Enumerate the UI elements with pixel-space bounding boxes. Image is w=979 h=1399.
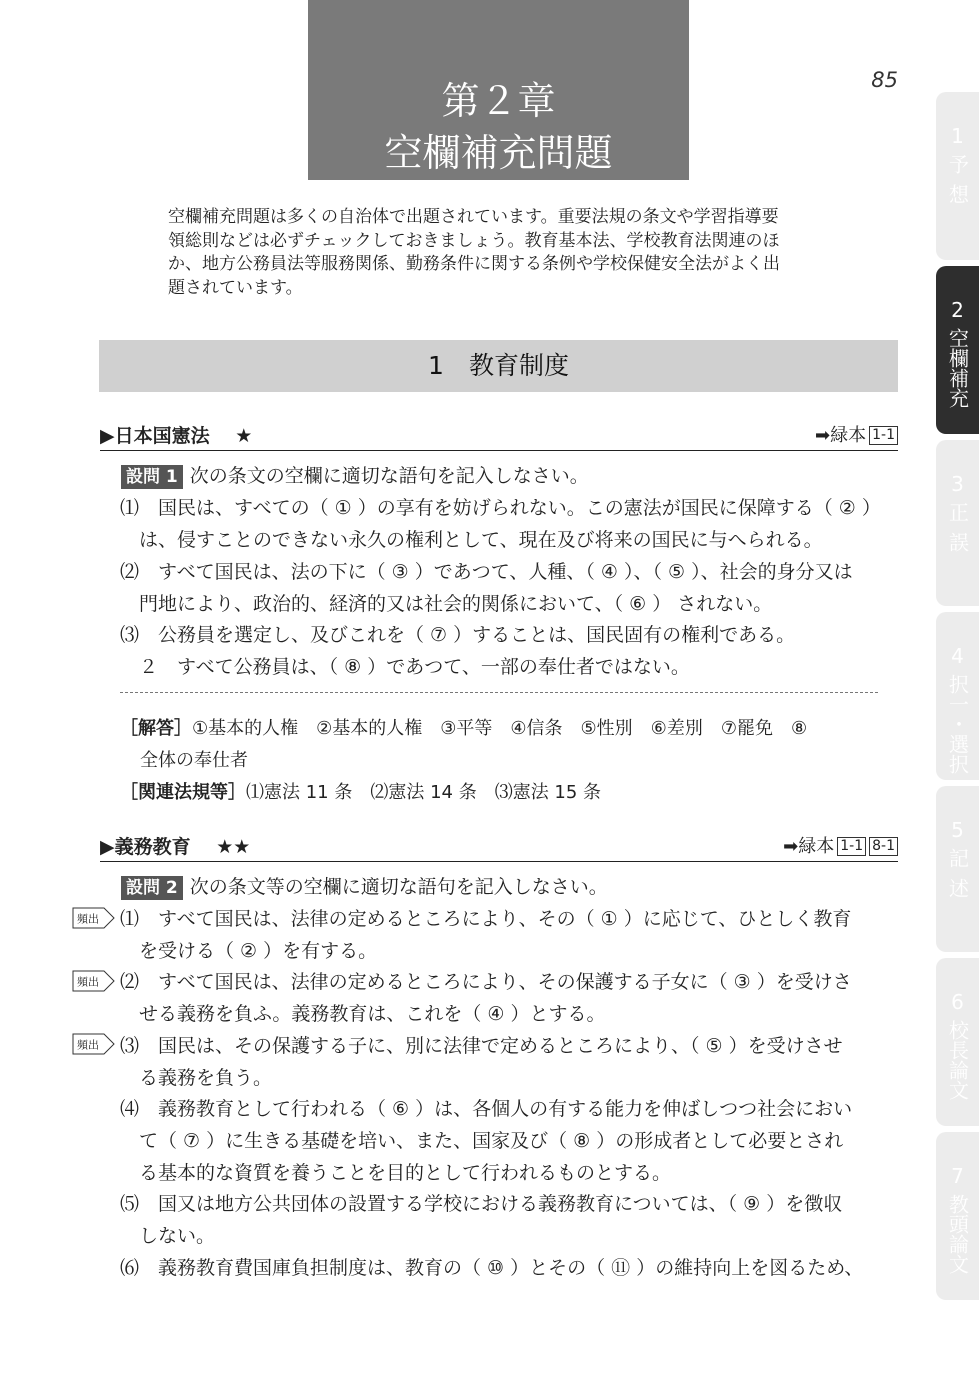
question-line: ⑴ 国民は、すべての（ ① ）の享有を妨げられない。この憲法が国民に保障する（ ② ）: [120, 497, 881, 519]
tab-label: 空欄補充: [945, 328, 970, 408]
tab-chapter-6[interactable]: [936, 958, 979, 1126]
question-line: ２ すべて公務員は、（ ⑧ ）であつて、一部の奉仕者ではない。: [120, 656, 690, 678]
tab-chapter-7[interactable]: [936, 1132, 979, 1300]
chapter-title: 空欄補充問題: [384, 131, 613, 175]
topic-heading-compulsory-education: [100, 835, 898, 862]
question-line: ⑶ 国民は、その保護する子に、別に法律で定めるところにより、（ ⑤ ）を受けさせ: [120, 1035, 843, 1057]
related-law-line: [120, 780, 601, 806]
tab-number: 6: [951, 990, 964, 1014]
frequent-marker-icon: [72, 1033, 115, 1055]
instruction-text: 次の条文の空欄に適切な語句を記入しなさい。: [189, 465, 589, 487]
tab-chapter-3[interactable]: [936, 440, 979, 606]
reference-box: 1-1: [869, 426, 898, 445]
frequent-label: 頻出: [77, 1038, 99, 1052]
question-2-instruction: [121, 874, 608, 900]
reference: [815, 424, 898, 448]
chapter-number: 第２章: [441, 79, 556, 123]
answer-text: ①基本的人権 ②基本的人権 ③平等 ④信条 ⑤性別 ⑥差別 ⑦罷免 ⑧: [192, 718, 808, 739]
tab-chapter-1[interactable]: [936, 92, 979, 260]
intro-line: 領総則などは必ずチェックしておきましょう。教育基本法、学校教育法関連のほ: [168, 230, 780, 251]
question-line: は、侵すことのできない永久の権利として、現在及び将来の国民に与へられる。: [120, 529, 823, 551]
tab-number: 2: [951, 298, 964, 322]
reference-box: 1-1: [837, 837, 866, 856]
frequent-marker-icon: [72, 907, 115, 929]
reference-prefix: ➡緑本: [783, 836, 835, 857]
instruction-text: 次の条文等の空欄に適切な語句を記入しなさい。: [189, 876, 608, 898]
answer-continuation: 全体の奉仕者: [140, 750, 248, 771]
tab-chapter-5[interactable]: [936, 786, 979, 952]
section-title: 1 教育制度: [428, 351, 569, 380]
page-number: 85: [871, 68, 898, 92]
topic-heading-constitution: [100, 424, 898, 451]
tab-label: 正誤: [945, 502, 970, 562]
divider: [120, 692, 878, 693]
question-1-instruction: [121, 463, 589, 489]
law-label: ［関連法規等］: [120, 782, 246, 803]
chapter-header: [308, 0, 689, 180]
question-line: を受ける（ ② ）を有する。: [120, 940, 378, 962]
tab-number: 3: [951, 472, 964, 496]
intro-paragraph: [168, 206, 833, 300]
answer-label: ［解答］: [120, 718, 192, 739]
reference-box: 8-1: [869, 837, 898, 856]
tab-chapter-4[interactable]: [936, 612, 979, 780]
tab-label: 教頭論文: [945, 1194, 970, 1274]
frequent-label: 頻出: [77, 975, 99, 989]
tab-chapter-2[interactable]: [936, 266, 979, 434]
question-line: る基本的な資質を養うことを目的として行われるものとする。: [120, 1162, 672, 1184]
tab-number: 4: [951, 644, 964, 668]
question-line: ⑹ 義務教育費国庫負担制度は、教育の（ ⑩ ）とその（ ⑪ ）の維持向上を図るため、: [120, 1257, 864, 1279]
intro-line: か、地方公務員法等服務関係、勤務条件に関する条例や学校保健安全法がよく出: [168, 254, 780, 274]
question-badge: 設問 1: [121, 465, 183, 489]
intro-line: 題されています。: [168, 277, 303, 298]
tab-label: 校長論文: [945, 1020, 970, 1100]
question-line: ⑵ すべて国民は、法律の定めるところにより、その保護する子女に（ ③ ）を受けさ: [120, 971, 852, 993]
question-line: ⑴ すべて国民は、法律の定めるところにより、その（ ① ）に応じて、ひとしく教育: [120, 908, 852, 930]
question-line: ⑷ 義務教育として行われる（ ⑥ ）は、各個人の有する能力を伸ばしつつ社会におい: [120, 1098, 853, 1120]
question-line: る義務を負う。: [120, 1067, 273, 1089]
question-line: ⑶ 公務員を選定し、及びこれを（ ⑦ ）することは、国民固有の権利である。: [120, 624, 796, 646]
frequent-label: 頻出: [77, 912, 99, 926]
law-text: ⑴憲法 11 条 ⑵憲法 14 条 ⑶憲法 15 条: [246, 782, 602, 803]
tab-number: 7: [951, 1164, 964, 1188]
section-bar: [99, 340, 898, 392]
topic-title: ▶日本国憲法 ★: [100, 425, 253, 447]
reference-prefix: ➡緑本: [815, 425, 867, 446]
tab-number: 5: [951, 818, 964, 842]
question-line: せる義務を負ふ。義務教育は、これを（ ④ ）とする。: [120, 1003, 606, 1025]
question-line: て（ ⑦ ）に生きる基礎を培い、また、国家及び（ ⑧ ）の形成者として必要とされ: [120, 1130, 844, 1152]
tab-label: 予想: [945, 154, 970, 214]
question-line: ⑵ すべて国民は、法の下に（ ③ ）であつて、人種、（ ④ ）、（ ⑤ ）、社会的身分又は: [120, 561, 853, 583]
topic-title: ▶義務教育 ★★: [100, 836, 251, 858]
tab-label: 択一・選択: [945, 674, 970, 774]
answer-line: [120, 716, 807, 742]
frequent-marker-icon: [72, 970, 115, 992]
intro-line: 空欄補充問題は多くの自治体で出題されています。重要法規の条文や学習指導要: [168, 207, 779, 227]
question-badge: 設問 2: [121, 876, 183, 900]
question-line: 門地により、政治的、経済的又は社会的関係において、（ ⑥ ） されない。: [120, 593, 773, 615]
reference: [783, 835, 898, 859]
tab-label: 記述: [945, 848, 970, 908]
question-line: ⑸ 国又は地方公共団体の設置する学校における義務教育については、（ ⑨ ）を徴収: [120, 1193, 843, 1215]
tab-number: 1: [951, 124, 964, 148]
question-line: しない。: [120, 1225, 216, 1247]
